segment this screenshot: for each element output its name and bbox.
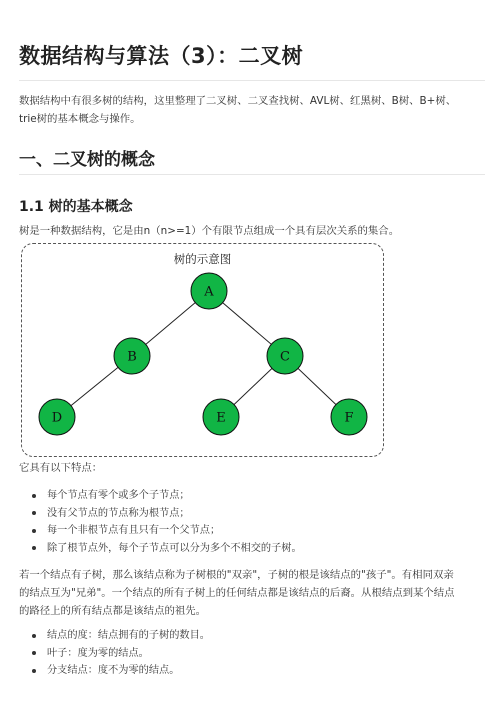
features-list — [32, 487, 302, 557]
list-item: 没有父节点的节点称为根节点； — [32, 505, 302, 523]
bullet-icon — [32, 546, 36, 550]
intro-line-1: 数据结构中有很多树的结构，这里整理了二叉树、二叉查找树、AVL树、红黑树、B树、B+树、 — [19, 95, 457, 107]
definition-text: 树是一种数据结构，它是由n（n>=1）个有限节点组成一个具有层次关系的集合。 — [19, 225, 400, 237]
bullet-icon — [32, 651, 36, 655]
bullet-icon — [32, 529, 36, 533]
para2-line-1: 若一个结点有子树，那么该结点称为子树根的"双亲"，子树的根是该结点的"孩子"。有相同双亲 — [19, 569, 454, 581]
tree-edges — [57, 291, 349, 417]
tree-node-label: A — [204, 284, 214, 300]
section-heading: 一、二叉树的概念 — [19, 150, 155, 170]
para2-line-3: 的路径上的所有结点都是该结点的祖先。 — [19, 605, 207, 617]
terms-list — [32, 627, 210, 680]
tree-node-label: F — [344, 410, 354, 426]
list-item: 分支结点：度不为零的结点。 — [32, 662, 210, 680]
page-title: 数据结构与算法（3）：二叉树 — [19, 44, 304, 68]
tree-nodes — [39, 273, 367, 435]
list-item: 每个节点有零个或多个子节点； — [32, 487, 302, 505]
list-item: 结点的度：结点拥有的子树的数目。 — [32, 627, 210, 645]
features-intro: 它具有以下特点： — [19, 462, 103, 474]
bullet-icon — [32, 669, 36, 673]
tree-node-label: C — [280, 349, 290, 365]
list-item: 除了根节点外，每个子节点可以分为多个不相交的子树。 — [32, 540, 302, 558]
tree-figure — [21, 243, 384, 457]
tree-node-label: E — [216, 410, 226, 426]
section-divider — [19, 174, 485, 175]
figure-title: 树的示意图 — [173, 252, 232, 266]
list-item: 叶子：度为零的结点。 — [32, 645, 210, 663]
subsection-heading: 1.1 树的基本概念 — [19, 199, 133, 215]
list-item: 每一个非根节点有且只有一个父节点； — [32, 522, 302, 540]
tree-node-label: D — [51, 410, 63, 426]
tree-diagram — [22, 244, 383, 456]
bullet-icon — [32, 494, 36, 498]
tree-node-label: B — [127, 349, 137, 365]
para2-line-2: 的结点互为"兄弟"。一个结点的所有子树上的任何结点都是该结点的后裔。从根结点到某个结点 — [19, 587, 455, 599]
title-divider — [19, 80, 485, 81]
bullet-icon — [32, 634, 36, 638]
bullet-icon — [32, 511, 36, 515]
intro-line-2: trie树的基本概念与操作。 — [19, 113, 141, 125]
